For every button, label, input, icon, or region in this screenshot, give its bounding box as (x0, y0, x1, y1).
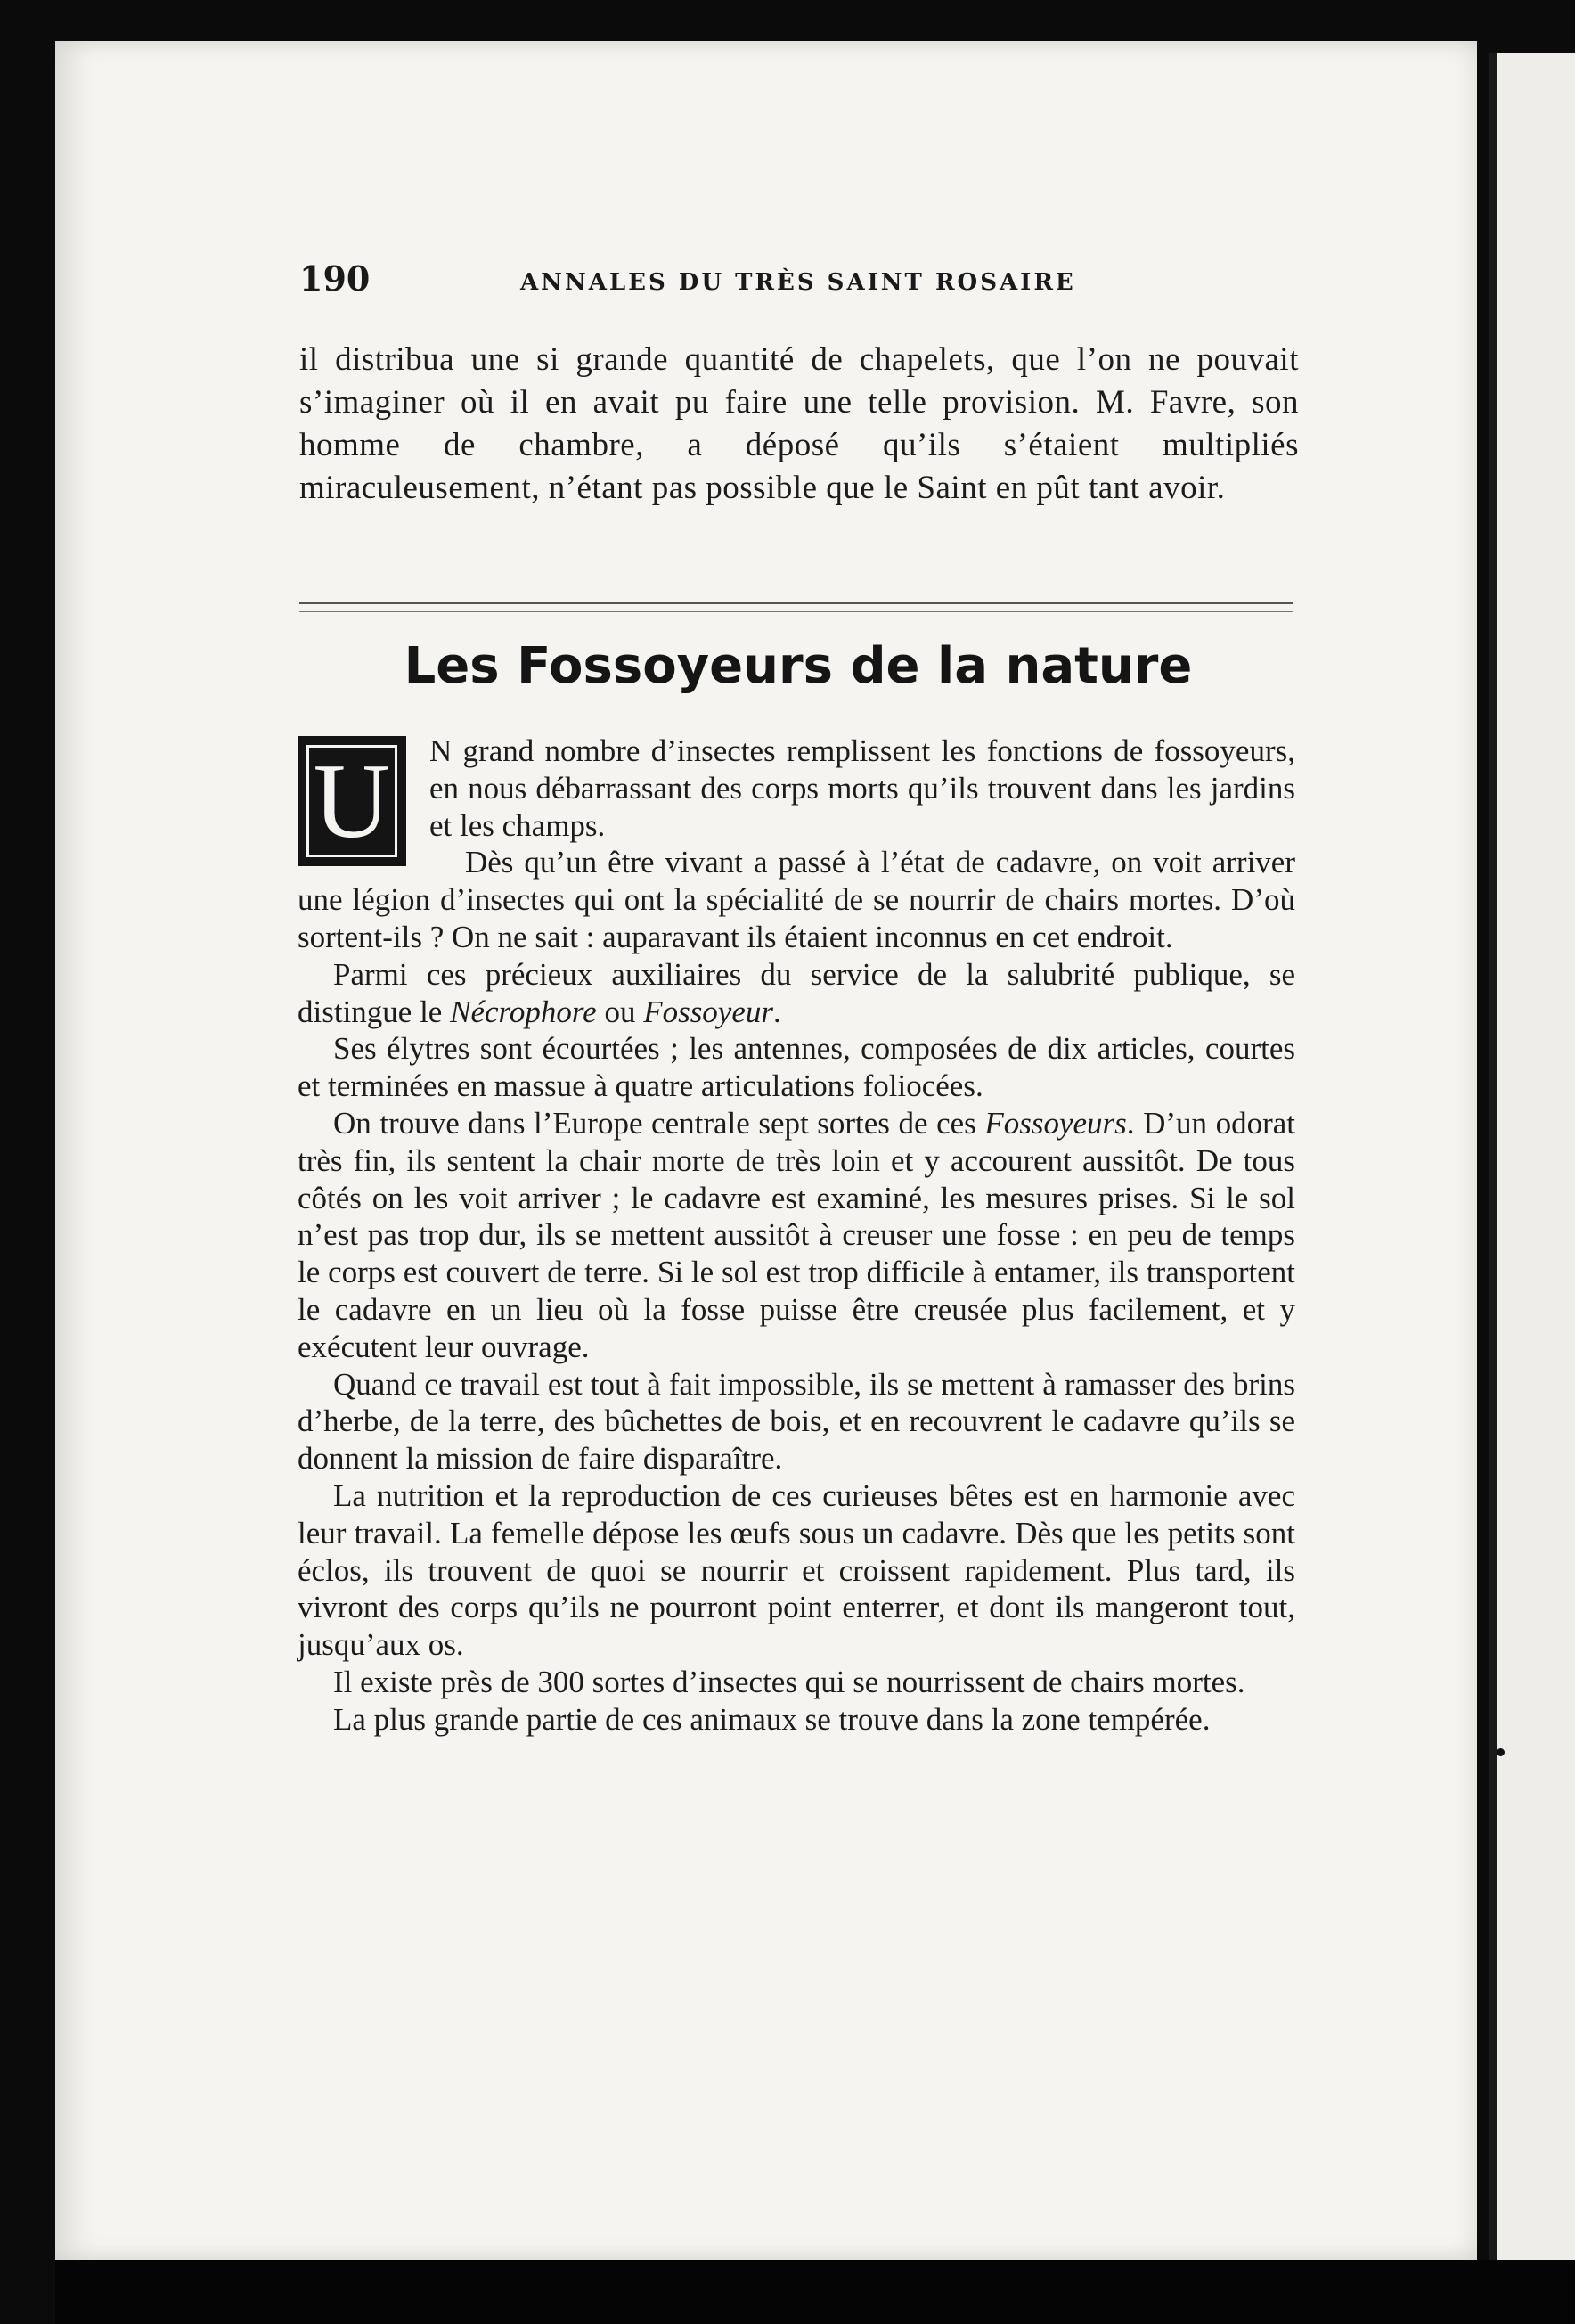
section-divider (299, 602, 1293, 604)
intro-paragraph: il distribua une si grande quantité de chapelets, que l’on ne pouvait s’imaginer où il en avait pu faire une telle provision. M. Favre, son homme de chambre, a déposé qu’ils s’étaient multipliés miraculeusement, n’étant pas possible que le Saint en pût tant avoir. (299, 341, 1299, 506)
paragraph-text: . (773, 994, 781, 1029)
scan-speck (1497, 1748, 1505, 1756)
paragraph-text: . D’un odorat très fin, ils sentent la chair morte de très loin et y accourent aussitôt. De tous côtés on les voit arriver ; le cadavre est examiné, les mesures prises. Si le sol n’est pas trop dur, ils se mettent aussitôt à creuser une fosse : en peu de temps le corps est couvert de terre. Si le sol est trop difficile à entamer, ils transportent le cadavre en un lieu où la fosse puisse être creusée plus facilement, et y exécutent leur ouvrage. (298, 1105, 1295, 1364)
article-body (298, 732, 1295, 1739)
paragraph: La plus grande partie de ces animaux se trouve dans la zone tempérée. (333, 1701, 1211, 1737)
italic-term: Fossoyeurs (984, 1105, 1127, 1141)
paragraph-text: ou (596, 994, 644, 1029)
running-header (299, 258, 1297, 303)
paragraph-text: Parmi ces précieux auxiliaires du service de la salubrité publique, se distingue le (298, 956, 1295, 1029)
paragraph: Quand ce travail est tout à fait impossible, ils se mettent à ramasser des brins d’herbe, de la terre, des bûchettes de bois, et en recouvrent le cadavre qu’ils se donnent la mission de faire disparaître. (298, 1366, 1295, 1477)
paragraph: Dès qu’un être vivant a passé à l’état de cadavre, on voit arriver une légion d’insectes qui ont la spécialité de se nourrir de chairs mortes. D’où sortent-ils ? On ne sait : auparavant ils étaient inconnus en cet endroit. (298, 845, 1295, 954)
paragraph (298, 956, 1295, 1031)
paragraph-text: On trouve dans l’Europe centrale sept sortes de ces (333, 1105, 985, 1141)
paragraph-text: N grand nombre d’insectes remplissent les fonctions de fossoyeurs, en nous débarrassant des corps morts qu’ils trouvent dans les jardins et les champs. (429, 733, 1295, 843)
running-title: ANNALES DU TRÈS SAINT ROSAIRE (520, 269, 1076, 296)
drop-cap (298, 736, 406, 866)
article-title: Les Fossoyeurs de la nature (404, 637, 1193, 695)
next-page-edge (1489, 53, 1575, 2263)
page-number: 190 (299, 258, 371, 299)
paragraph (298, 1105, 1295, 1366)
paragraph: Ses élytres sont écourtées ; les antennes, composées de dix articles, courtes et terminées en massue à quatre articulations foliocées. (298, 1031, 1295, 1104)
drop-cap-letter: U (306, 745, 397, 857)
scan-border (55, 2260, 1575, 2324)
italic-term: Nécrophore (450, 994, 597, 1029)
italic-term: Fossoyeur (643, 994, 773, 1029)
paragraph: Il existe près de 300 sortes d’insectes qui se nourrissent de chairs mortes. (333, 1664, 1245, 1699)
section-divider-thin (299, 611, 1293, 612)
paragraph: La nutrition et la reproduction de ces curieuses bêtes est en harmonie avec leur travail. La femelle dépose les œufs sous un cadavre. Dès que les petits sont éclos, ils trouvent de quoi se nourrir et croissent rapidement. Plus tard, ils vivront des corps qu’ils ne pourront point enterrer, et dont ils mangeront tout, jusqu’aux os. (298, 1477, 1295, 1663)
paragraph (298, 732, 1295, 860)
